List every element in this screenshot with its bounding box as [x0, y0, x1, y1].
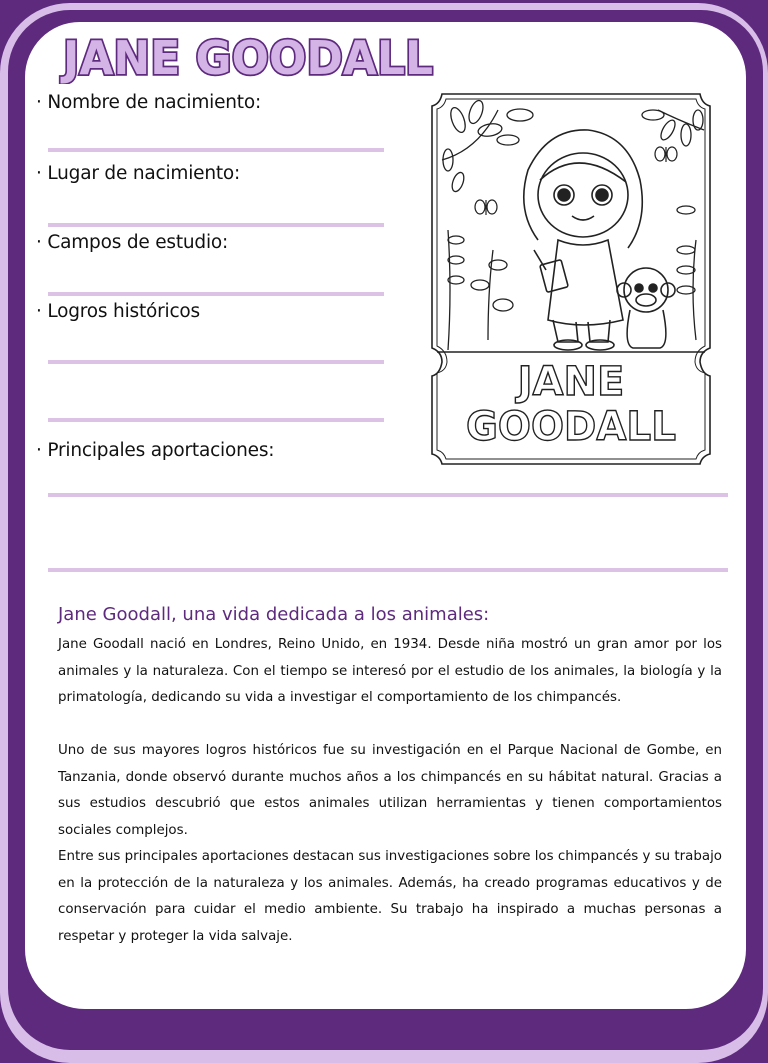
- coloring-illustration: [428, 90, 714, 468]
- writing-line-contributions-2[interactable]: [48, 568, 728, 572]
- page-title: [58, 28, 438, 84]
- writing-line-fields-of-study[interactable]: [48, 292, 384, 296]
- writing-line-achievements-2[interactable]: [48, 418, 384, 422]
- name-plate-line2: GOODALL: [466, 404, 676, 450]
- butterfly-icon: [655, 147, 677, 162]
- butterfly-icon: [475, 200, 497, 215]
- field-label-contributions: · Principales aportaciones:: [36, 440, 275, 461]
- page-title-text: JANE GOODALL: [60, 31, 433, 84]
- chimpanzee-figure: [617, 268, 675, 348]
- writing-line-birth-name[interactable]: [48, 148, 384, 152]
- writing-line-achievements-1[interactable]: [48, 360, 384, 364]
- reading-paragraph-3: Entre sus principales aportaciones destacan sus investigaciones sobre los chimpancés y su trabajo en la protección de la naturaleza y los animales. Además, ha creado programas educativos y de conservación para cuidar el medio ambiente. Su trabajo ha inspirado a muchas personas a respetar y proteger la vida salvaje.: [58, 849, 722, 944]
- field-label-fields-of-study: · Campos de estudio:: [36, 232, 229, 253]
- field-label-achievements: · Logros históricos: [36, 301, 200, 322]
- field-label-birth-place: · Lugar de nacimiento:: [36, 163, 241, 184]
- field-label-birth-name: · Nombre de nacimiento:: [36, 92, 261, 113]
- reading-paragraph-1: Jane Goodall nació en Londres, Reino Unido, en 1934. Desde niña mostró un gran amor por los animales y la naturaleza. Con el tiempo se interesó por el estudio de los animales, la biología y la primatología, dedicando su vida a investigar el comportamiento de los chimpancés.: [58, 637, 722, 705]
- girl-figure: [524, 130, 643, 350]
- writing-line-contributions-1[interactable]: [48, 493, 728, 497]
- writing-line-birth-place[interactable]: [48, 223, 384, 227]
- reading-paragraph-2: Uno de sus mayores logros históricos fue su investigación en el Parque Nacional de Gombe, en Tanzania, donde observó durante muchos años a los chimpancés en su hábitat natural. Gracias a sus estudios descubrió que estos animales utilizan herramientas y tienen comportamientos sociales complejos.: [58, 743, 722, 838]
- leaves-icon: [442, 99, 533, 193]
- reading-heading: Jane Goodall, una vida dedicada a los animales:: [58, 604, 490, 625]
- name-plate-line1: JANE: [517, 359, 625, 405]
- leaves-icon: [642, 110, 704, 146]
